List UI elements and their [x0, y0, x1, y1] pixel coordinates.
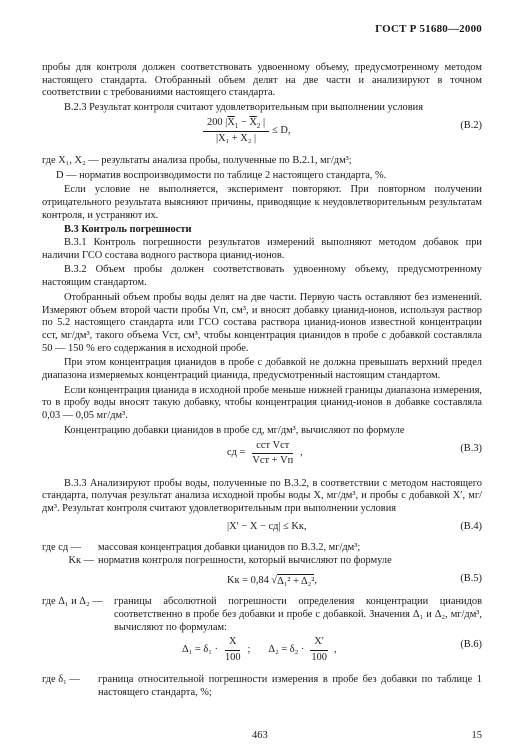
equation-number: (В.5) [460, 573, 482, 585]
standard-code: ГОСТ Р 51680—2000 [375, 23, 482, 35]
equation-b2 [42, 117, 482, 151]
eq-lhs: Δ₂ = δ₂ · [268, 644, 305, 656]
eq-lhs: Kк = 0,84 √ [227, 575, 278, 587]
page-number: 15 [471, 730, 482, 741]
definition-text: массовая концентрация добавки цианидов по В.3.2, мг/дм³; [98, 541, 361, 553]
eq-text: 200 | [207, 116, 228, 128]
definition-text: норматив контроля погрешности, который вычисляют по формуле [98, 555, 392, 567]
paragraph: При этом концентрация цианидов в пробе с добавкой не должна превышать верхний предел диапазона измеряемых концентраций цианида, предусмотренный настоящим стандартом. [42, 357, 482, 382]
definition-cd [42, 542, 482, 555]
definition-delta [42, 596, 482, 634]
paragraph: В.3.2 Объем пробы должен соответствовать удвоенному объему, предусмотренному настоящим стандартом. [42, 264, 482, 289]
equation-b4 [42, 518, 482, 538]
definition-term: где δ₁ — [42, 674, 80, 686]
paragraph: В.2.3 Результат контроля считают удовлетворительным при выполнении условия [64, 102, 423, 114]
eq-separator: ; [247, 644, 251, 656]
fraction [307, 636, 331, 664]
equation-b5 [42, 570, 482, 592]
page-content [42, 62, 482, 701]
equation-b6 [42, 636, 482, 670]
eq-body: |X′ − X − cд| ≤ Kк, [227, 520, 307, 532]
definition-text: границы абсолютной погрешности определения концентрации цианидов соответственно в пробе без добавки и пробе с добавкой. Значения Δ₁ и Δ₂, мг/дм³, вычисляют по формулам: [114, 596, 482, 633]
paragraph: В.3.3 Анализируют пробы воды, полученные по В.3.2, в соответствии с методом настоящего стандарта, получая результат анализа исходной пробы воды X, мг/дм³, и пробы с добавкой X′, мг/дм³. Результат контроля считают удовлетворительным при выполнении условия [42, 477, 482, 514]
denominator: Vст + Vп [252, 455, 294, 467]
denominator: 100 [224, 651, 241, 663]
eq-tail: , [314, 575, 318, 587]
definition-kk [42, 555, 482, 568]
numerator: X′ [310, 636, 328, 651]
page-number-collection: 463 [252, 730, 268, 741]
paragraph: пробы для контроля должен соответствовать удвоенному объему, предусмотренному методом настоящего стандарта. Отобранный объем делят на две части и анализируют в точном соответствии с требованиями настоящего стандарта. [42, 62, 482, 99]
equation-number: (В.2) [460, 119, 482, 131]
paragraph: В.3.1 Контроль погрешности результатов измерений выполняют методом добавок при наличии ГСО состава водного раствора цианид-ионов. [42, 237, 482, 261]
paragraph: Концентрацию добавки цианидов в пробе cд, мг/дм³, вычисляют по формуле [64, 424, 405, 436]
eq-tail: , [333, 644, 337, 656]
eq-lhs: cд = [227, 447, 246, 459]
eq-sub: 1 [234, 121, 239, 130]
eq-text: − [238, 116, 250, 128]
paragraph: D — норматив воспроизводимости по таблице 2 настоящего стандарта, %. [56, 169, 387, 181]
fraction [248, 440, 297, 468]
denominator: |X₁ + X₂ | [215, 132, 257, 144]
denominator: 100 [311, 651, 327, 663]
paragraph: Если условие не выполняется, эксперимент повторяют. При повторном получении отрицательного результата выясняют причины, приводящие к неудовлетворительным результатам контроля, и устраняют их. [42, 184, 482, 221]
section-heading: В.3 Контроль погрешности [64, 224, 192, 236]
definition-d1 [42, 674, 482, 699]
eq-text: $\overline{X}$ [249, 116, 257, 128]
equation-number: (В.6) [460, 639, 482, 651]
equation-number: (В.3) [460, 442, 482, 454]
fraction [221, 636, 245, 664]
paragraph: Отобранный объем пробы воды делят на две части. Первую часть оставляют без изменений. Измеряют объем второй части пробы Vп, см³, и вносят добавку цианид-ионов, используя раствор по 5.2 настоящего стандарта или ГСО состава раствора цианид-ионов известной концентрации cст, мг/дм³, такого объема Vст, см³, чтобы концентрация цианидов в пробе с добавкой составляла 50 — 150 % его содержания в исходной пробе. [42, 291, 482, 354]
eq-text: $\overline{X}$ [227, 116, 235, 128]
eq-relation: ≤ D, [272, 124, 291, 136]
eq-sub: 2 [256, 121, 261, 130]
eq-lhs: Δ₁ = δ₁ · [182, 644, 218, 656]
definition-text: граница относительной погрешности измерения в пробе без добавки по таблице 1 настоящего стандарта, %; [98, 674, 482, 698]
numerator: cст Vст [252, 440, 293, 455]
paragraph: где X₁, X₂ — результаты анализа пробы, полученные по В.2.1, мг/дм³; [42, 154, 352, 166]
definition-term: где Δ₁ и Δ₂ — [42, 596, 103, 608]
eq-radicand: Δ₁² + Δ₂² [277, 576, 315, 588]
equation-number: (В.4) [460, 520, 482, 532]
paragraph: Если концентрация цианида в исходной пробе меньше нижней границы диапазона измерения, то в пробу воды вносят такую добавку, чтобы концентрация цианид-ионов в добавке составляла 0,03 — 0,05 мг/дм³. [42, 384, 482, 422]
eq-text: | [260, 116, 266, 128]
numerator [203, 117, 269, 132]
numerator: X [225, 636, 241, 651]
definition-term: Kк — [68, 555, 94, 567]
fraction [203, 117, 269, 145]
definition-term: где cд — [42, 541, 82, 553]
eq-tail: , [300, 447, 303, 459]
equation-b3 [42, 440, 482, 474]
